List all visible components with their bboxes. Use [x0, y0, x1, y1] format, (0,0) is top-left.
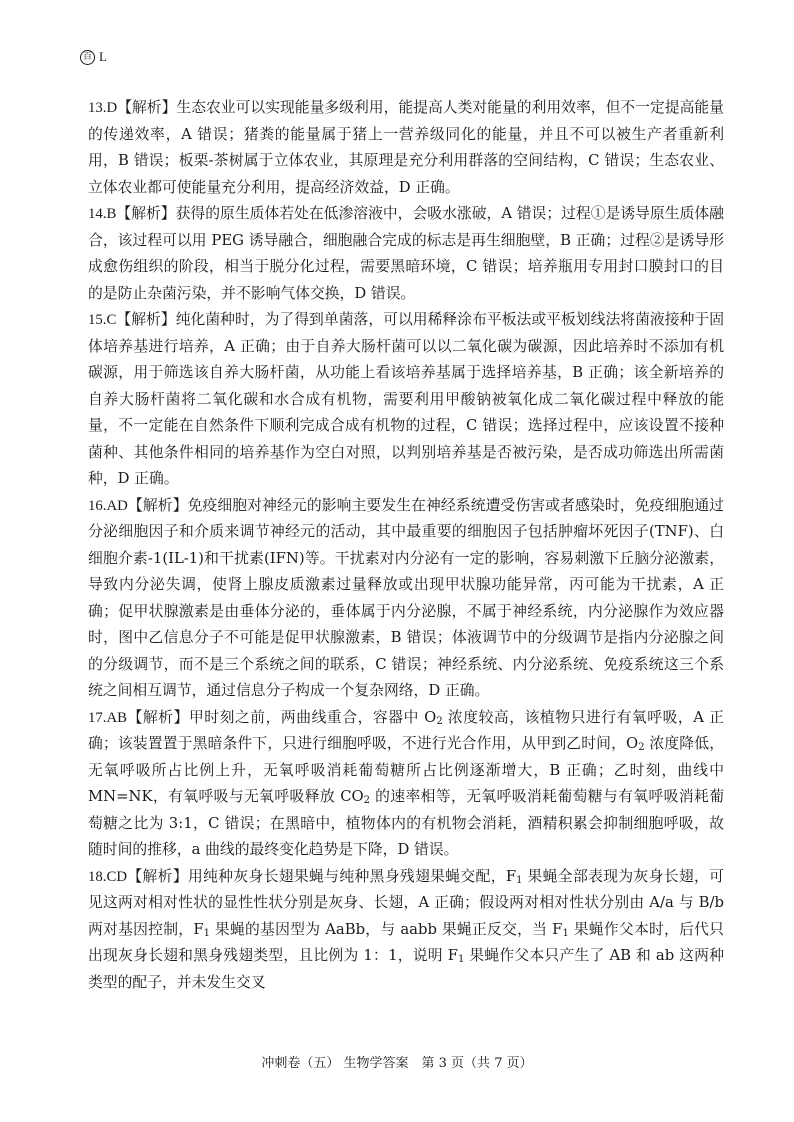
text-segment: 用纯种灰身长翅果蝇与纯种黑身残翅果蝇交配，F [187, 867, 517, 885]
answer-text [88, 311, 724, 487]
text-segment: 纯化菌种时，为了得到单菌落，可以用稀释涂布平板法或平板划线法将菌液接种于固体培养基进行培养，A 正确；由于自养大肠杆菌可以以二氧化碳为碳源，因此培养时不添加有机碳源，用于筛选该自养大肠杆菌，从功能上看该培养基属于选择培养基，B 正确；该全新培养的自养大肠杆菌将二氧化碳和水合成有机物，需要利用甲酸钠被氧化成二氧化碳过程中释放的能量，不一定能在自然条件下顺利完成合成有机物的过程，C 错误；选择过程中，应该设置不接种菌种、其他条件相同的培养基作为空白对照，以判别培养基是否被污染，是否成功筛选出所需菌种，D 正确。 [88, 311, 724, 487]
analysis-tag: 【解析】 [127, 708, 189, 726]
analysis-tag: 【解析】 [117, 99, 177, 116]
header-logo [80, 49, 107, 65]
answer-item-15 [88, 307, 724, 493]
answer-number: 13.D [88, 100, 118, 116]
answer-number: 15.C [88, 312, 117, 328]
text-segment: 果蝇作父本只产生了 AB 和 ab 这两种类型的配子，并未发生交叉 [88, 947, 724, 991]
text-segment: 果蝇的基因型为 AaBb，与 aabb 果蝇正反交，当 F [209, 920, 563, 938]
analysis-tag: 【解析】 [116, 205, 176, 222]
subscript: 1 [203, 927, 210, 939]
subscript: 1 [458, 954, 465, 965]
text-segment: 的速率相等，无氧呼吸消耗葡萄糖与有氧呼吸消耗葡萄糖之比为 3:1，C 错误；在黑暗中，植物体内的有机物会消耗，酒精积累会抑制细胞呼吸，故随时间的推移，a 曲线的最终变化趋势是下降，D 错误。 [88, 788, 724, 858]
answer-number: 17.AB [88, 709, 128, 726]
logo-text: L [99, 49, 107, 64]
answer-text [88, 99, 724, 196]
analysis-tag: 【解析】 [127, 496, 188, 514]
answer-item-17 [88, 705, 724, 864]
answer-number: 18.CD [88, 868, 128, 885]
answer-number: 16.AD [88, 497, 128, 514]
text-segment: 浓度降低，无氧呼吸所占比例上升，无氧呼吸消耗葡萄糖所占比例逐渐增大，B 正确；乙时刻，曲线中 MN=NK，有氧呼吸与无氧呼吸释放 CO [88, 735, 724, 805]
answer-item-14 [88, 201, 724, 307]
subscript: 2 [363, 795, 371, 806]
answer-text [88, 497, 724, 700]
text-segment: 生态农业可以实现能量多级利用，能提高人类对能量的利用效率，但不一定提高能量的传递效率，A 错误；猪粪的能量属于猪上一营养级同化的能量，并且不可以被生产者重新利用，B 错误；板栗-茶树属于立体农业，其原理是充分利用群落的空间结构，C 错误；生态农业、立体农业都可使能量充分利用，提高经济效益，D 正确。 [88, 99, 724, 196]
answer-item-18 [88, 864, 724, 997]
text-segment: 果蝇全部表现为灰身长翅，可见这两对相对性状的显性性状分别是灰身、长翅，A 正确；假设两对相对性状分别由 A/a 与 B/b 两对基因控制，F [88, 867, 724, 938]
subscript: 2 [638, 742, 645, 753]
text-segment: 免疫细胞对神经元的影响主要发生在神经系统遭受伤害或者感染时，免疫细胞通过分泌细胞因子和介质来调节神经元的活动，其中最重要的细胞因子包括肿瘤坏死因子(TNF)、白细胞介素-1(IL-1)和干扰素(IFN)等。干扰素对内分泌有一定的影响，容易刺激下丘脑分泌激素，导致内分泌失调，使肾上腺皮质激素过量释放或出现甲状腺功能异常，丙可能为干扰素，A 正确；促甲状腺激素是由垂体分泌的，垂体属于内分泌腺，不属于神经系统，内分泌腺作为效应器时，图中乙信息分子不可能是促甲状腺激素，B 错误；体液调节中的分级调节是指内分泌腺之间的分级调节，而不是三个系统之间的联系，C 错误；神经系统、内分泌系统、免疫系统这三个系统之间相互调节，通过信息分子构成一个复杂网络，D 正确。 [88, 496, 724, 699]
answer-item-16 [88, 493, 724, 705]
analysis-tag: 【解析】 [127, 867, 188, 885]
answer-item-13 [88, 95, 724, 201]
subscript: 2 [436, 715, 443, 727]
text-segment: 获得的原生质体若处在低渗溶液中，会吸水涨破，A 错误；过程①是诱导原生质体融合，该过程可以用 PEG 诱导融合，细胞融合完成的标志是再生细胞壁，B 正确；过程②是诱导形成愈伤组织的阶段，相当于脱分化过程，需要黑暗环境，C 错误；培养瓶用专用封口膜封口的目的是防止杂菌污染，并不影响气体交换，D 错误。 [88, 205, 724, 302]
text-segment: 甲时刻之前，两曲线重合，容器中 O [188, 708, 437, 726]
answer-text [88, 709, 724, 859]
subscript: 1 [516, 874, 523, 886]
analysis-tag: 【解析】 [116, 311, 176, 328]
page-footer: 冲刺卷（五） 生物学答案 第 3 页（共 7 页） [261, 1056, 533, 1071]
answer-number: 14.B [88, 206, 117, 222]
answer-text [88, 868, 724, 991]
logo-mark-icon: 百 [80, 50, 95, 65]
text-segment: 果蝇作父本时，后代只出现灰身长翅和黑身残翅类型，且比例为 1：1，说明 F [88, 920, 724, 964]
subscript: 1 [562, 927, 569, 939]
answer-text [88, 205, 724, 302]
answer-list [88, 95, 724, 996]
text-segment: 浓度较高，该植物只进行有氧呼吸，A 正确；该装置置于黑暗条件下，只进行细胞呼吸，不进行光合作用，从甲到乙时间，O [88, 708, 724, 752]
